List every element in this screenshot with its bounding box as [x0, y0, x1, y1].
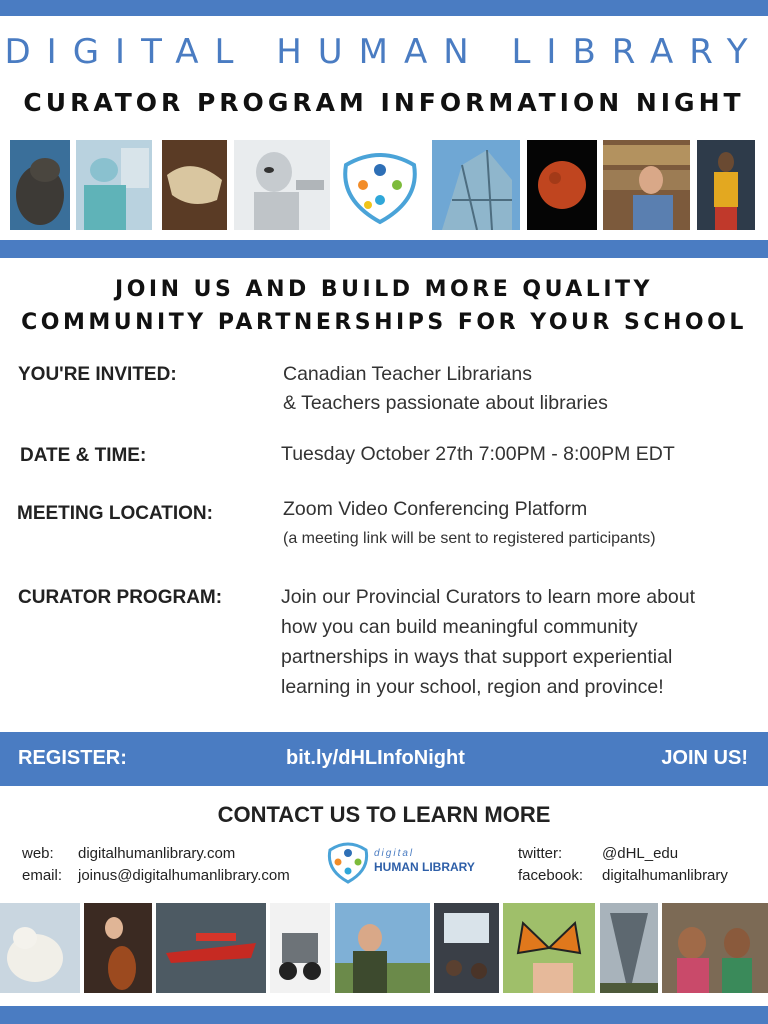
students-photo	[662, 903, 768, 993]
join-us-cta[interactable]: JOIN US!	[661, 747, 748, 769]
twitter-label: twitter:	[518, 845, 563, 862]
invited-label: YOU'RE INVITED:	[18, 364, 177, 385]
logo-small-text: digital	[374, 848, 415, 859]
email-value[interactable]: joinus@digitalhumanlibrary.com	[78, 867, 290, 884]
butterfly-photo	[503, 903, 595, 993]
headline-line-2: COMMUNITY PARTNERSHIPS FOR YOUR SCHOOL	[21, 310, 747, 335]
twitter-value[interactable]: @dHL_edu	[602, 845, 679, 862]
xray-doctor-photo	[76, 140, 152, 230]
author-bookshelf-photo	[603, 140, 690, 230]
register-bar	[0, 732, 768, 786]
location-label: MEETING LOCATION:	[17, 503, 213, 524]
glass-building-photo	[432, 140, 520, 230]
register-link[interactable]: bit.ly/dHLInfoNight	[286, 747, 465, 769]
program-line-3: partnerships in ways that support experiential	[281, 646, 673, 668]
facebook-value[interactable]: digitalhumanlibrary	[602, 867, 728, 884]
facebook-label: facebook:	[518, 867, 584, 884]
cellist-photo	[84, 903, 152, 993]
headline-line-1: JOIN US AND BUILD MORE QUALITY	[115, 277, 653, 302]
date-label: DATE & TIME:	[20, 445, 147, 466]
location-note: (a meeting link will be sent to registered participants)	[283, 530, 656, 547]
program-line-1: Join our Provincial Curators to learn more about	[281, 586, 696, 608]
speaker-photo	[697, 140, 755, 230]
veteran-photo	[335, 903, 430, 993]
page-subtitle: CURATOR PROGRAM INFORMATION NIGHT	[23, 88, 745, 117]
program-line-4: learning in your school, region and province!	[281, 676, 664, 698]
red-plane-photo	[156, 903, 266, 993]
register-label: REGISTER:	[18, 747, 127, 769]
polar-bear-photo	[0, 903, 80, 993]
tornado-photo	[600, 903, 658, 993]
invited-line-1: Canadian Teacher Librarians	[283, 363, 532, 385]
web-label: web:	[22, 845, 54, 862]
classroom-photo	[434, 903, 499, 993]
logo-big-text: HUMAN LIBRARY	[374, 860, 475, 874]
web-value[interactable]: digitalhumanlibrary.com	[78, 845, 236, 862]
top-accent-bar	[0, 0, 768, 16]
date-value: Tuesday October 27th 7:00PM - 8:00PM EDT	[281, 443, 675, 465]
dhl-logo-icon	[326, 838, 370, 884]
location-value: Zoom Video Conferencing Platform	[283, 498, 588, 520]
invited-line-2: & Teachers passionate about libraries	[283, 392, 608, 414]
contact-heading: CONTACT US TO LEARN MORE	[217, 802, 551, 827]
robot-photo	[234, 140, 330, 230]
dhl-logo-photo	[338, 140, 422, 230]
page-title: DIGITAL HUMAN LIBRARY	[4, 32, 764, 72]
program-line-2: how you can build meaningful community	[281, 616, 638, 638]
lego-robot-photo	[270, 903, 330, 993]
mid-accent-bar	[0, 240, 768, 258]
dhl-logo	[326, 836, 476, 886]
email-label: email:	[22, 867, 63, 884]
sea-lion-photo	[10, 140, 70, 230]
red-moon-photo	[527, 140, 597, 230]
bottom-accent-bar	[0, 1006, 768, 1024]
dinosaur-skull-photo	[162, 140, 227, 230]
program-label: CURATOR PROGRAM:	[18, 587, 223, 608]
